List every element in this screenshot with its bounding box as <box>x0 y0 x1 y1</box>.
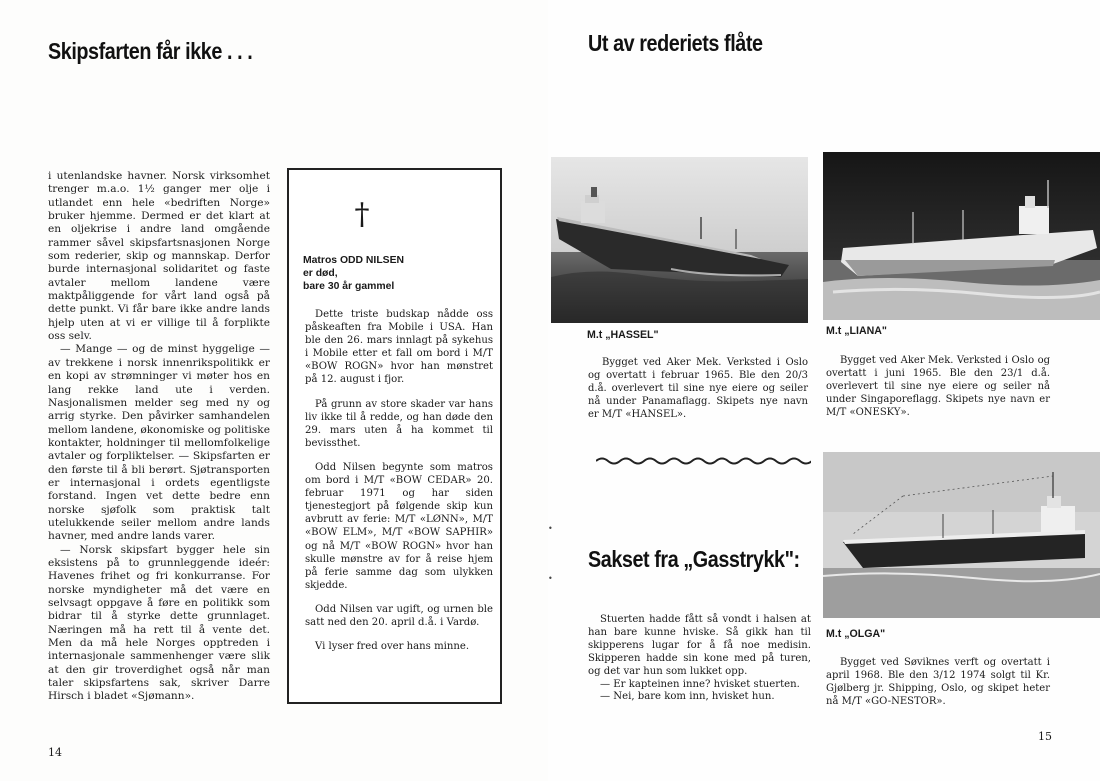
margin-dot-2: • <box>548 574 553 583</box>
caption-liana: M.t „LIANA" <box>826 325 887 337</box>
gass-paragraph-2: — Er kapteinen inne? hvisket stuerten. <box>600 678 800 690</box>
article-paragraph-3: — Norsk skipsfart bygger hele sin eksistens på to grunnleggende ideér: Havenes frihet og fri konkurranse. For norske myndigheter må det være en selvsagt oppgave å føre en politikk som bidrar til å styrke dette grunnlaget. Næringen må ha rett til å vente det. Men da må hele Norges opptreden i internasjonale sammenhenger være slik at den gir troverdighet også når man taler skipsfartens sak, skriver Darre Hirsch i bladet «Sjømann». <box>48 543 270 703</box>
gass-paragraph-1: Stuerten hadde fått så vondt i halsen at han bare kunne hviske. Så gikk han til skipperens lugar for å få noe medisin. Skipperen hadde sin kone med på turen, og det var hun som lukket opp. <box>588 614 811 677</box>
right-headline: Ut av rederiets flåte <box>588 30 763 56</box>
ship-image-hassel <box>551 157 808 323</box>
gass-column <box>588 614 811 704</box>
ship-image-liana <box>823 152 1100 320</box>
obituary-paragraph-1: Dette triste budskap nådde oss påskeaften fra Mobile i USA. Han ble den 26. mars innlagt på sykehus i Mobile etter et fall om bord i M/T «BOW ROGN» hvor han mønstret på 12. august i fjor. <box>305 309 493 386</box>
obituary-paragraph-2: På grunn av store skader var hans liv ikke til å redde, og han døde den 29. mars uten å ha kommet til bevissthet. <box>305 398 493 449</box>
olga-photo <box>823 452 1100 618</box>
gass-headline: Sakset fra „Gasstrykk": <box>588 546 800 572</box>
article-paragraph-1: i utenlandske havner. Norsk virksomhet trenger m.a.o. 1½ ganger mer olje i utlandet enn hele «bedriften Norge» bruker hjemme. Dermed er det klart at en oljekrise i andre land omgående rammer såvel skipsfartsnasjonen Norge som rederier, skip og mannskap. Derfor burde internasjonal solidaritet og faste avtaler mellom landene være maktpåliggende for vårt land også på dette punkt. Vi får bare ikke andre lands hjelp uten at vi er villige til å forplikte oss selv. <box>48 170 270 343</box>
page-number-right: 15 <box>1038 730 1052 743</box>
left-headline: Skipsfarten får ikke . . . <box>48 38 253 64</box>
ship-desc-hassel: Bygget ved Aker Mek. Verksted i Oslo og overtatt i februar 1965. Ble den 20/3 d.å. overlevert til sine nye eiere og seiler nå under Panamaflagg. Skipets nye navn er M/T «HANSEL». <box>588 357 808 421</box>
obituary-box <box>287 168 502 704</box>
obituary-heading-line-2: er død, <box>303 268 338 280</box>
obituary-paragraph-5: Vi lyser fred over hans minne. <box>315 641 470 653</box>
caption-hassel: M.t „HASSEL" <box>587 329 659 341</box>
wave-divider <box>596 455 811 467</box>
hassel-photo <box>551 157 808 323</box>
obituary-paragraph-3: Odd Nilsen begynte som matros om bord i M/T «BOW CEDAR» 20. februar 1971 og har siden tjenestegjort på følgende skip kun avbrutt av ferie: M/T «LØNN», M/T «BOW ELM», M/T «BOW SAPHIR» og nå M/T «BOW ROGN» hvor han skulle mønstre av for å reise hjem på ferie samme dag som ulykken skjedde. <box>305 461 493 591</box>
margin-dot-1: • <box>548 524 553 533</box>
ship-text-hassel <box>588 356 808 421</box>
gass-paragraph-3: — Nei, bare kom inn, hvisket hun. <box>600 691 775 703</box>
ship-image-olga <box>823 452 1100 618</box>
obituary-paragraph-4: Odd Nilsen var ugift, og urnen ble satt ned den 20. april d.å. i Vardø. <box>305 603 493 628</box>
article-paragraph-2: — Mange — og de minst hyggelige — av trekkene i norsk innenrikspolitikk er en kopi av strømninger vi møter hos en lang rekke land ute i verden. Nasjonalismen melder seg med ny og arrig styrke. Den påvirker samhandelen mellom landene, økonomiske og politiske kontakter, holdninger til mellomfolkelige avtaler og forpliktelser. — Skipsfarten er den første til å bli berørt. Sjøtransporten er internasjonal i ordets egentligste forstand. Ingen vet dette bedre enn norske sjøfolk som praktisk talt utelukkende seiler mellom andre lands havner, med andre lands varer. <box>48 343 270 543</box>
cross-icon: † <box>354 197 370 232</box>
ship-desc-olga: Bygget ved Søviknes verft og overtatt i april 1968. Ble den 3/12 1974 solgt til Kr. Gjølberg jr. Shipping, Oslo, og skipet heter nå M/T «GO-NESTOR». <box>826 657 1050 708</box>
obituary-body <box>305 308 493 664</box>
ship-text-olga <box>826 656 1050 708</box>
left-page <box>0 0 548 781</box>
obituary-heading <box>303 254 493 294</box>
ship-desc-liana: Bygget ved Aker Mek. Verksted i Oslo og overtatt i juni 1965. Ble den 23/1 d.å. overlevert til sine nye eiere og seiler nå under Singaporeflagg. Skipets nye navn er M/T «ONESKY». <box>826 355 1050 419</box>
article-column <box>48 170 270 704</box>
caption-olga: M.t „OLGA" <box>826 628 886 640</box>
obituary-heading-line-3: bare 30 år gammel <box>303 281 395 293</box>
obituary-heading-line-1: Matros ODD NILSEN <box>303 255 405 266</box>
page-number-left: 14 <box>48 746 62 759</box>
ship-text-liana <box>826 354 1050 419</box>
liana-photo <box>823 152 1100 320</box>
